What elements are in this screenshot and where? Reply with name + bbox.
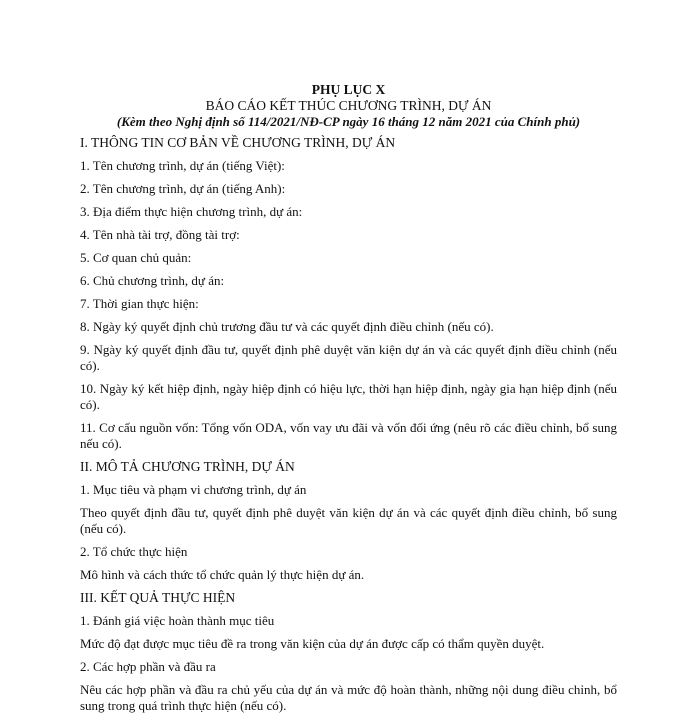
item-6-program-owner: 6. Chủ chương trình, dự án:	[80, 273, 225, 288]
evaluation-heading: 1. Đánh giá việc hoàn thành mục tiêu	[80, 613, 275, 628]
document-body	[80, 82, 617, 721]
components-text: Nêu các hợp phần và đầu ra chủ yếu của dự án và mức độ hoàn thành, những nội dung điều chỉnh, bổ sung trong quá trình thực hiện (nếu có).	[80, 682, 617, 713]
section-2-heading: II. MÔ TẢ CHƯƠNG TRÌNH, DỰ ÁN	[80, 459, 295, 474]
report-title: BÁO CÁO KẾT THÚC CHƯƠNG TRÌNH, DỰ ÁN	[205, 98, 492, 113]
components-heading: 2. Các hợp phần và đầu ra	[80, 659, 216, 674]
organization-heading: 2. Tổ chức thực hiện	[80, 544, 188, 559]
item-5-managing-agency: 5. Cơ quan chủ quản:	[80, 250, 192, 265]
appendix-title: PHỤ LỤC X	[311, 82, 386, 97]
item-7-duration: 7. Thời gian thực hiện:	[80, 296, 199, 311]
item-11-funding-structure: 11. Cơ cấu nguồn vốn: Tổng vốn ODA, vốn vay ưu đãi và vốn đối ứng (nêu rõ các điều chỉnh, bổ sung nếu có).	[80, 420, 617, 451]
item-9-investment-decision-date: 9. Ngày ký quyết định đầu tư, quyết định phê duyệt văn kiện dự án và các quyết định điều chỉnh (nếu có).	[80, 342, 617, 373]
evaluation-text: Mức độ đạt được mục tiêu đề ra trong văn kiện của dự án được cấp có thẩm quyền duyệt.	[80, 636, 545, 651]
decree-reference-note: (Kèm theo Nghị định số 114/2021/NĐ-CP ngày 16 tháng 12 năm 2021 của Chính phủ)	[116, 114, 581, 129]
item-2-program-name-en: 2. Tên chương trình, dự án (tiếng Anh):	[80, 181, 286, 196]
item-1-program-name-vi: 1. Tên chương trình, dự án (tiếng Việt):	[80, 158, 285, 173]
organization-text: Mô hình và cách thức tổ chức quản lý thực hiện dự án.	[80, 567, 365, 582]
objectives-heading: 1. Mục tiêu và phạm vi chương trình, dự án	[80, 482, 307, 497]
item-4-sponsor: 4. Tên nhà tài trợ, đồng tài trợ:	[80, 227, 240, 242]
objectives-text: Theo quyết định đầu tư, quyết định phê duyệt văn kiện dự án và các quyết định điều chỉnh, bổ sung (nếu có).	[80, 505, 617, 536]
item-10-agreement-dates: 10. Ngày ký kết hiệp định, ngày hiệp định có hiệu lực, thời hạn hiệp định, ngày gia hạn hiệp định (nếu có).	[80, 381, 617, 412]
section-3-heading: III. KẾT QUẢ THỰC HIỆN	[80, 590, 236, 605]
section-1-heading: I. THÔNG TIN CƠ BẢN VỀ CHƯƠNG TRÌNH, DỰ ÁN	[80, 135, 396, 150]
item-8-investment-policy-date: 8. Ngày ký quyết định chủ trương đầu tư và các quyết định điều chỉnh (nếu có).	[80, 319, 494, 334]
item-3-location: 3. Địa điểm thực hiện chương trình, dự án:	[80, 204, 303, 219]
